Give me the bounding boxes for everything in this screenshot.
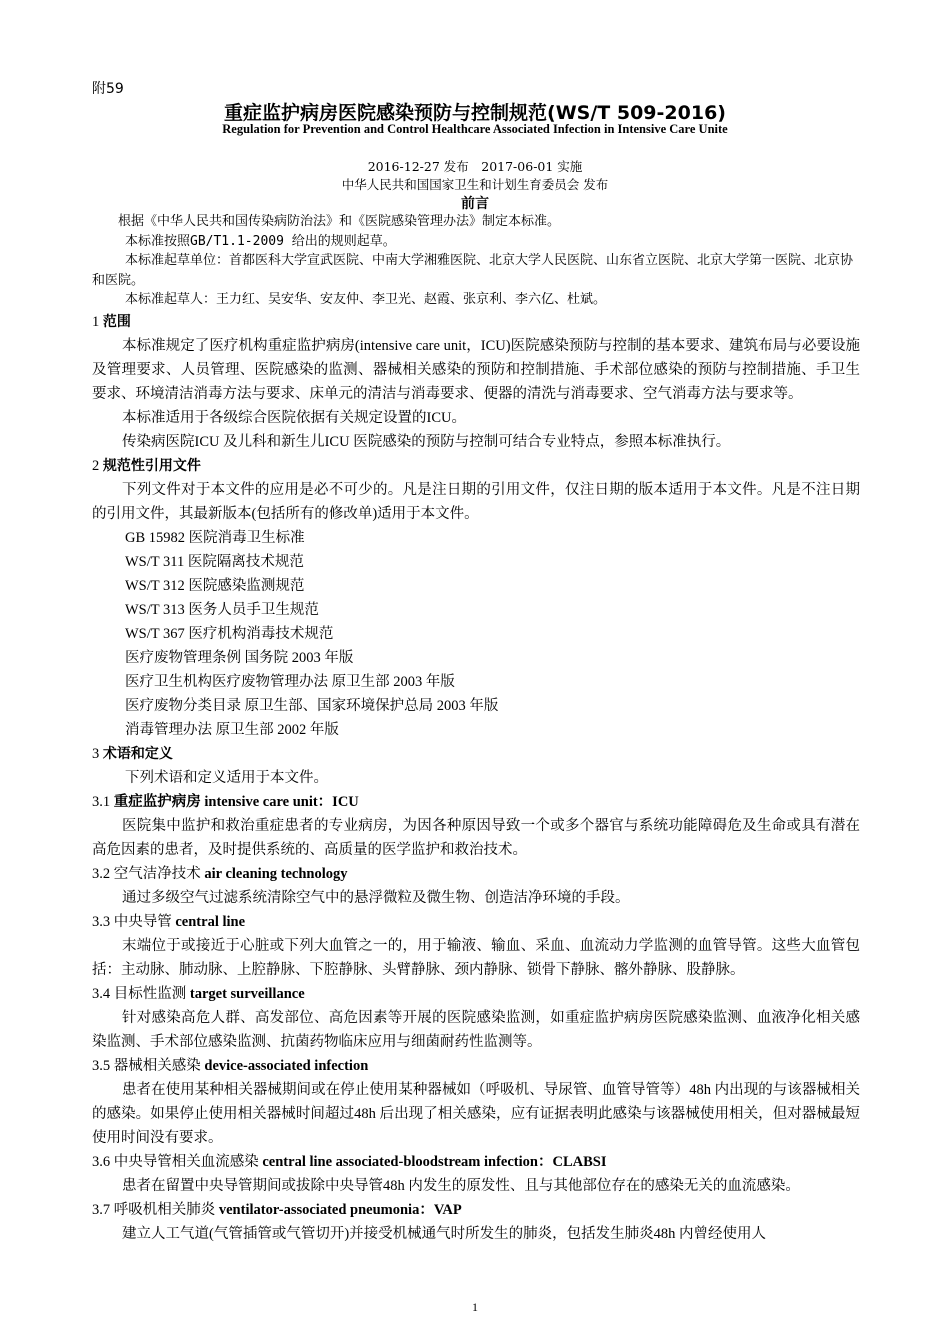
term-definition: 末端位于或接近于心脏或下列大血管之一的，用于输液、输血、采血、血流动力学监测的血管导管。这些大血管包括：主动脉、肺动脉、上腔静脉、下腔静脉、头臂静脉、颈内静脉、锁骨下静脉、髂外静脉、股静脉。 (92, 938, 860, 978)
page-title: 重症监护病房医院感染预防与控制规范(WS/T 509-2016) (224, 102, 726, 124)
paragraph: 传染病医院ICU 及儿科和新生儿ICU 医院感染的预防与控制可结合专业特点，参照本标准执行。 (122, 434, 731, 450)
foreword-paragraph: 根据《中华人民共和国传染病防治法》和《医院感染管理办法》制定本标准。 (118, 214, 561, 229)
foreword-heading: 前言 (461, 196, 489, 212)
issuer: 中华人民共和国国家卫生和计划生育委员会 发布 (341, 177, 609, 192)
reference-item: WS/T 313 医务人员手卫生规范 (125, 602, 319, 618)
term-definition: 建立人工气道(气管插管或气管切开)并接受机械通气时所发生的肺炎，包括发生肺炎48h 内曾经使用人 (122, 1226, 767, 1242)
term-heading: 3.7 呼吸机相关肺炎 ventilator-associated pneumonia：VAP (92, 1202, 462, 1218)
publish-dates: 2016-12-27 发布 2017-06-01 实施 (367, 159, 583, 174)
term-heading: 3.4 目标性监测 target surveillance (92, 986, 305, 1002)
foreword-paragraph: 本标准按照GB/T1.1-2009 给出的规则起草。 (125, 233, 396, 249)
reference-item: WS/T 311 医院隔离技术规范 (125, 554, 304, 570)
term-heading: 3.3 中央导管 central line (92, 914, 246, 930)
term-definition: 通过多级空气过滤系统清除空气中的悬浮微粒及微生物、创造洁净环境的手段。 (122, 890, 630, 906)
reference-item: WS/T 367 医疗机构消毒技术规范 (125, 626, 334, 642)
appendix-label: 附59 (92, 81, 124, 97)
section-heading: 1 范围 (92, 314, 131, 330)
reference-item: WS/T 312 医院感染监测规范 (125, 578, 305, 594)
page-number: 1 (472, 1300, 478, 1314)
reference-item: 医疗卫生机构医疗废物管理办法 原卫生部 2003 年版 (125, 674, 455, 690)
foreword-paragraph: 本标准起草人：王力红、吴安华、安友仲、李卫光、赵霞、张京利、李六亿、杜斌。 (125, 292, 607, 307)
reference-item: 消毒管理办法 原卫生部 2002 年版 (125, 722, 339, 738)
reference-item: 医疗废物管理条例 国务院 2003 年版 (125, 650, 354, 666)
term-heading: 3.1 重症监护病房 intensive care unit：ICU (92, 794, 359, 810)
foreword-section (92, 212, 860, 310)
reference-item: 医疗废物分类目录 原卫生部、国家环境保护总局 2003 年版 (125, 698, 499, 714)
paragraph: 本标准适用于各级综合医院依据有关规定设置的ICU。 (122, 410, 466, 426)
term-heading: 3.6 中央导管相关血流感染 central line associated-bloodstream infection：CLABSI (92, 1154, 607, 1170)
paragraph: 本标准规定了医疗机构重症监护病房(intensive care unit，ICU)医院感染预防与控制的基本要求、建筑布局与必要设施及管理要求、人员管理、医院感染的监测、器械相关感染的预防和控制措施、手术部位感染的预防与控制措施、手卫生要求、环境清洁消毒方法与要求、床单元的清洁与消毒要求、便器的清洗与消毒要求、空气消毒方法与要求等。 (92, 338, 860, 402)
document-body (92, 310, 860, 1246)
english-subtitle: Regulation for Prevention and Control Healthcare Associated Infection in Intensive Care Unite (222, 122, 728, 136)
section-heading: 3 术语和定义 (92, 746, 173, 762)
reference-item: GB 15982 医院消毒卫生标准 (125, 530, 305, 546)
term-heading: 3.2 空气洁净技术 air cleaning technology (92, 866, 348, 882)
term-heading: 3.5 器械相关感染 device-associated infection (92, 1058, 369, 1074)
paragraph: 下列文件对于本文件的应用是必不可少的。凡是注日期的引用文件，仅注日期的版本适用于本文件。凡是不注日期的引用文件，其最新版本(包括所有的修改单)适用于本文件。 (92, 482, 860, 522)
term-definition: 患者在使用某种相关器械期间或在停止使用某种器械如（呼吸机、导尿管、血管导管等）48h 内出现的与该器械相关的感染。如果停止使用相关器械时间超过48h 后出现了相关感染，应有证据表明此感染与该器械使用相关，但对器械最短使用时间没有要求。 (92, 1082, 860, 1146)
term-definition: 患者在留置中央导管期间或拔除中央导管48h 内发生的原发性、且与其他部位存在的感染无关的血流感染。 (122, 1178, 800, 1194)
foreword-paragraph: 本标准起草单位：首都医科大学宣武医院、中南大学湘雅医院、北京大学人民医院、山东省立医院、北京大学第一医院、北京协和医院。 (92, 253, 854, 288)
paragraph: 下列术语和定义适用于本文件。 (125, 770, 328, 786)
term-definition: 医院集中监护和救治重症患者的专业病房，为因各种原因导致一个或多个器官与系统功能障碍危及生命或具有潜在高危因素的患者，及时提供系统的、高质量的医学监护和救治技术。 (92, 818, 860, 858)
term-definition: 针对感染高危人群、高发部位、高危因素等开展的医院感染监测，如重症监护病房医院感染监测、血液净化相关感染监测、手术部位感染监测、抗菌药物临床应用与细菌耐药性监测等。 (92, 1010, 860, 1050)
section-heading: 2 规范性引用文件 (92, 458, 201, 474)
